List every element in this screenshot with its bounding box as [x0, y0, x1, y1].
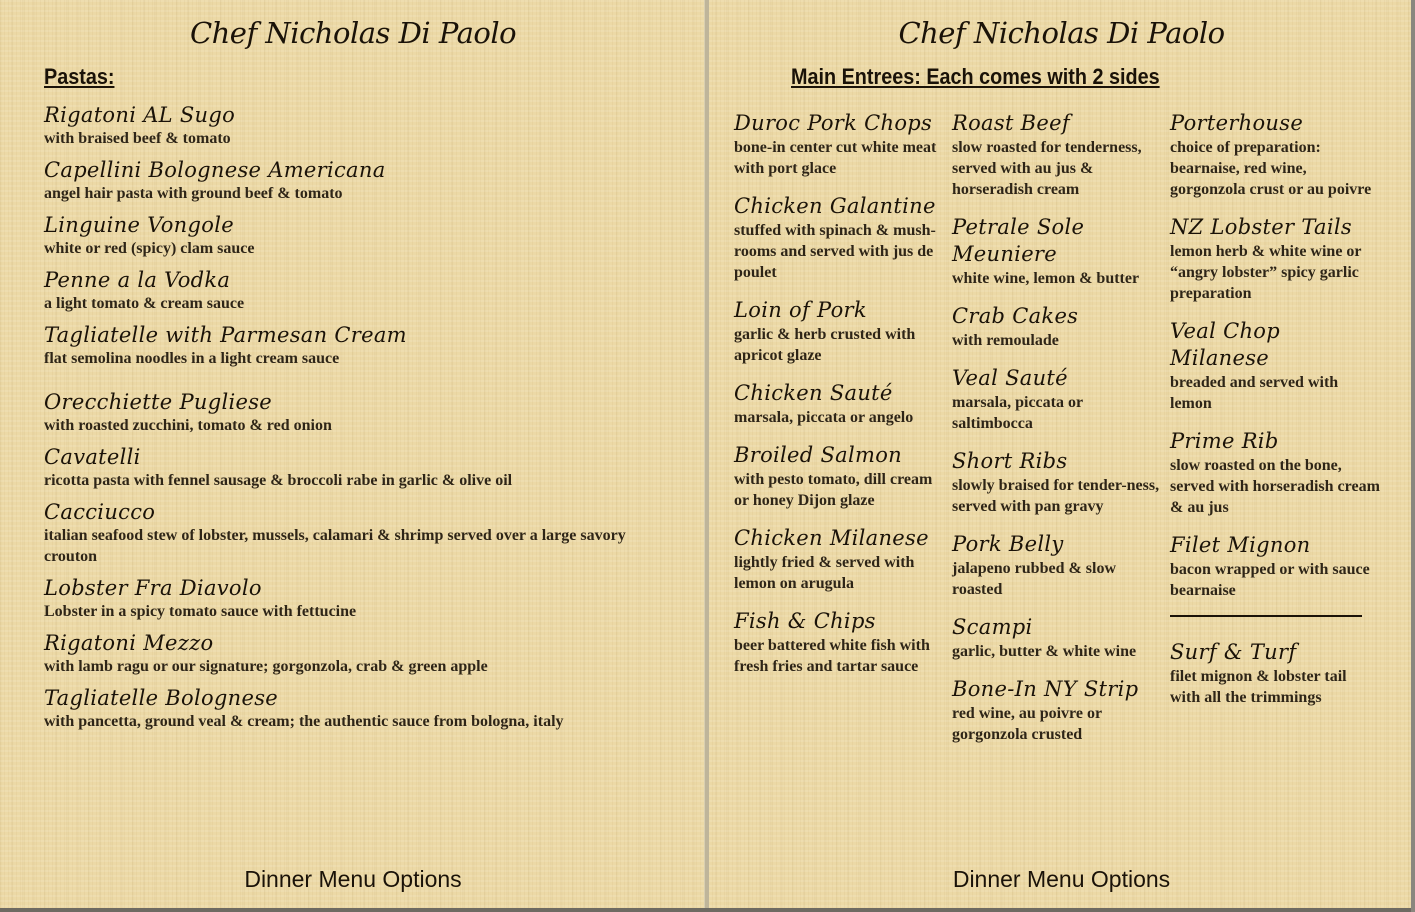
entree-item: [952, 614, 1162, 662]
item-desc: jalapeno rubbed & slow roasted: [952, 560, 1117, 598]
item-desc: slow roasted for tenderness, served with au jus & horseradish cream: [952, 139, 1142, 198]
pasta-item: [44, 575, 356, 622]
item-name: Cacciucco: [44, 500, 156, 524]
entree-item: [1170, 428, 1380, 518]
item-desc: white wine, lemon & butter: [952, 270, 1140, 287]
entree-item: [1170, 318, 1380, 414]
pasta-item: [44, 444, 512, 491]
pasta-item: [44, 102, 235, 149]
item-desc: garlic, butter & white wine: [952, 643, 1137, 660]
entree-item: [734, 525, 944, 594]
pasta-item: [44, 685, 564, 732]
entree-item-special: [1170, 639, 1380, 708]
item-name: Chicken Sauté: [734, 381, 893, 405]
item-name: Veal Sauté: [952, 366, 1068, 390]
item-desc: lemon herb & white wine or “angry lobster” spicy garlic preparation: [1170, 243, 1362, 302]
pasta-item: [44, 322, 407, 369]
pasta-item: [44, 267, 244, 314]
entree-item: [1170, 214, 1380, 304]
pasta-item: [44, 389, 332, 436]
item-desc: bone-in center cut white meat with port glace: [734, 139, 937, 177]
item-desc: Lobster in a spicy tomato sauce with fettucine: [44, 603, 357, 620]
item-name: Short Ribs: [952, 449, 1068, 473]
pasta-item: [44, 157, 386, 204]
entree-item: [734, 297, 944, 366]
item-desc: slow roasted on the bone, served with horseradish cream & au jus: [1170, 457, 1380, 516]
entree-item: [734, 193, 944, 283]
item-name: Cavatelli: [44, 445, 141, 469]
entree-item: [1170, 110, 1380, 200]
item-name: Orecchiette Pugliese: [44, 390, 273, 414]
item-desc: a light tomato & cream sauce: [44, 295, 245, 312]
chef-name: Chef Nicholas Di Paolo: [189, 16, 517, 50]
item-desc: beer battered white fish with fresh fries and tartar sauce: [734, 637, 930, 675]
item-name: Chicken Galantine: [734, 194, 936, 218]
item-desc: choice of preparation: bearnaise, red wine, gorgonzola crust or au poivre: [1170, 139, 1372, 198]
entree-item: [952, 676, 1162, 745]
item-name: Broiled Salmon: [734, 443, 902, 467]
entree-item: [952, 110, 1162, 200]
footer-label: Dinner Menu Options: [952, 866, 1171, 892]
entree-item: [734, 608, 944, 677]
right-page: [708, 0, 1415, 910]
item-name: Porterhouse: [1170, 111, 1304, 135]
chef-name: Chef Nicholas Di Paolo: [898, 16, 1225, 50]
item-name: Capellini Bolognese Americana: [44, 158, 386, 182]
item-desc: italian seafood stew of lobster, mussels, calamari & shrimp served over a large savory crouton: [44, 527, 626, 565]
item-desc: breaded and served with lemon: [1170, 374, 1339, 412]
item-name: Rigatoni AL Sugo: [44, 103, 236, 127]
item-name: Pork Belly: [952, 532, 1064, 556]
item-name: Tagliatelle with Parmesan Cream: [44, 323, 407, 347]
item-desc: lightly fried & served with lemon on arugula: [734, 554, 915, 592]
item-desc: white or red (spicy) clam sauce: [44, 240, 255, 257]
left-page: [0, 0, 706, 910]
item-desc: slowly braised for tender-ness, served with pan gravy: [952, 477, 1160, 515]
pasta-item: [44, 499, 664, 567]
entree-item: [734, 380, 944, 428]
item-name: Roast Beef: [952, 111, 1070, 135]
item-name: Crab Cakes: [952, 304, 1079, 328]
entree-item: [952, 365, 1162, 434]
item-name: Duroc Pork Chops: [734, 111, 933, 135]
item-desc: red wine, au poivre or gorgonzola crusted: [952, 705, 1102, 743]
item-name: Scampi: [952, 615, 1033, 639]
section-title-entrees: Main Entrees: Each comes with 2 sides: [791, 64, 1160, 89]
entree-column-1: [734, 110, 944, 691]
item-name: Lobster Fra Diavolo: [44, 576, 262, 600]
separator-rule: [1170, 615, 1362, 617]
item-name: Petrale Sole Meuniere: [952, 215, 1085, 266]
entree-item: [952, 448, 1162, 517]
entree-item: [734, 442, 944, 511]
item-desc: with braised beef & tomato: [44, 130, 231, 147]
item-name: Surf & Turf: [1170, 640, 1297, 664]
item-name: Rigatoni Mezzo: [44, 631, 214, 655]
item-name: Filet Mignon: [1170, 533, 1311, 557]
item-desc: marsala, piccata or angelo: [734, 409, 914, 426]
item-name: NZ Lobster Tails: [1170, 215, 1352, 239]
item-desc: with roasted zucchini, tomato & red onion: [44, 417, 332, 434]
entree-item: [952, 214, 1162, 289]
item-desc: ricotta pasta with fennel sausage & broccoli rabe in garlic & olive oil: [44, 472, 513, 489]
item-name: Veal Chop Milanese: [1170, 319, 1280, 370]
item-desc: filet mignon & lobster tail with all the trimmings: [1170, 668, 1347, 706]
item-desc: stuffed with spinach & mush-rooms and served with jus de poulet: [734, 222, 936, 281]
item-desc: angel hair pasta with ground beef & tomato: [44, 185, 343, 202]
entree-item: [734, 110, 944, 179]
footer-label: Dinner Menu Options: [244, 866, 462, 892]
item-name: Chicken Milanese: [734, 526, 929, 550]
section-title-pastas: Pastas:: [44, 64, 115, 89]
item-desc: bacon wrapped or with sauce bearnaise: [1170, 561, 1370, 599]
item-desc: garlic & herb crusted with apricot glaze: [734, 326, 916, 364]
item-desc: with pesto tomato, dill cream or honey Dijon glaze: [734, 471, 933, 509]
item-desc: with remoulade: [952, 332, 1059, 349]
item-name: Loin of Pork: [734, 298, 867, 322]
entree-column-2: [952, 110, 1162, 759]
entree-item: [1170, 532, 1380, 601]
pasta-item: [44, 212, 254, 259]
item-name: Linguine Vongole: [44, 213, 234, 237]
item-name: Bone-In NY Strip: [952, 677, 1139, 701]
item-name: Penne a la Vodka: [44, 268, 231, 292]
item-desc: flat semolina noodles in a light cream sauce: [44, 350, 340, 367]
item-desc: marsala, piccata or saltimbocca: [952, 394, 1083, 432]
item-name: Prime Rib: [1170, 429, 1279, 453]
item-desc: with pancetta, ground veal & cream; the authentic sauce from bologna, italy: [44, 713, 564, 730]
pasta-item: [44, 630, 488, 677]
entree-column-3: [1170, 110, 1380, 722]
item-name: Fish & Chips: [734, 609, 876, 633]
item-desc: with lamb ragu or our signature; gorgonzola, crab & green apple: [44, 658, 488, 675]
item-name: Tagliatelle Bolognese: [44, 686, 279, 710]
entree-item: [952, 531, 1162, 600]
entree-item: [952, 303, 1162, 351]
